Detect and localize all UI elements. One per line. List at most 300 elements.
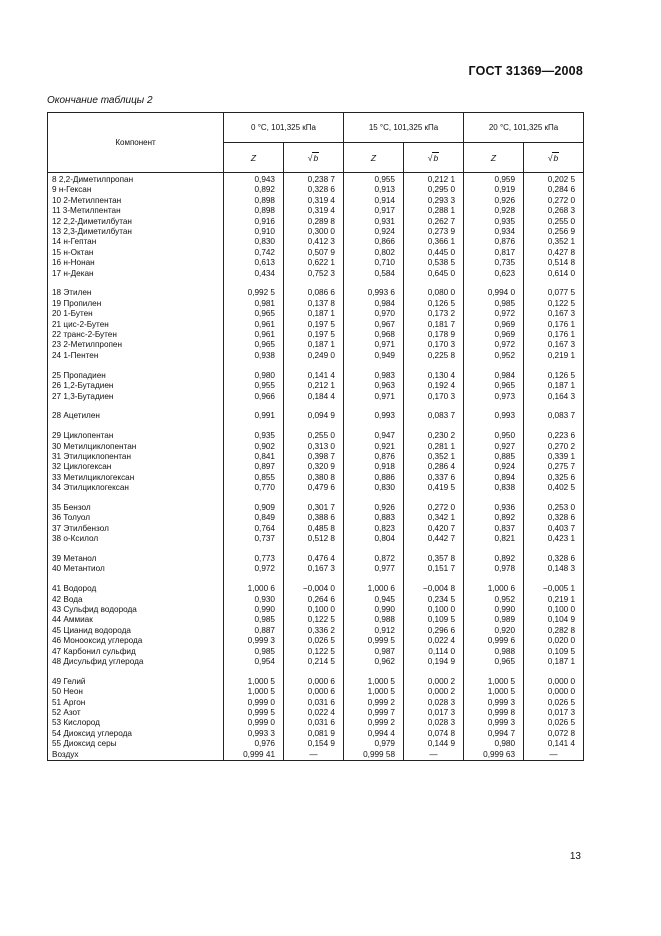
- sqrt-b-15c-cell: 0,420 7: [404, 524, 464, 534]
- sqrt-b-radicand: b: [433, 152, 439, 163]
- z-15c-cell: 0,823: [344, 524, 404, 534]
- table-row: [48, 718, 584, 728]
- z-20c-cell: 0,994 7: [464, 729, 524, 739]
- z-15c-cell: 0,830: [344, 483, 404, 493]
- table-row: [48, 687, 584, 697]
- spacer-cell: [48, 361, 224, 370]
- sqrt-b-0c-cell: 0,485 8: [284, 524, 344, 534]
- table-row: [48, 483, 584, 493]
- sqrt-b-20c-cell: 0,219 1: [524, 351, 584, 361]
- z-0c-cell: 0,999 0: [224, 698, 284, 708]
- z-15c-cell: 0,802: [344, 248, 404, 258]
- sqrt-b-0c-cell: 0,476 4: [284, 554, 344, 564]
- z-15c-cell: 0,947: [344, 431, 404, 441]
- sqrt-b-20c-cell: 0,423 1: [524, 534, 584, 544]
- group-spacer: [48, 279, 584, 288]
- component-name-cell: 36 Толуол: [48, 513, 224, 523]
- sqrt-b-0c-cell: 0,255 0: [284, 431, 344, 441]
- sqrt-b-15c-cell: 0,212 1: [404, 173, 464, 186]
- z-15c-cell: 0,921: [344, 442, 404, 452]
- sqrt-b-0c-cell: 0,238 7: [284, 173, 344, 186]
- sqrt-b-15c-cell: 0,262 7: [404, 217, 464, 227]
- table-row: [48, 595, 584, 605]
- sqrt-b-0c-cell: 0,398 7: [284, 452, 344, 462]
- sqrt-b-0c-cell: 0,380 8: [284, 473, 344, 483]
- spacer-cell: [224, 279, 284, 288]
- z-0c-cell: 0,938: [224, 351, 284, 361]
- sqrt-b-0c-cell: 0,336 2: [284, 626, 344, 636]
- spacer-cell: [464, 279, 524, 288]
- z-20c-cell: 0,837: [464, 524, 524, 534]
- z-20c-cell: 0,623: [464, 269, 524, 279]
- sqrt-b-15c-cell: 0,083 7: [404, 411, 464, 421]
- sqrt-b-15c-cell: 0,293 3: [404, 196, 464, 206]
- sqrt-b-20c-cell: 0,219 1: [524, 595, 584, 605]
- table-row: [48, 473, 584, 483]
- z-20c-cell: 0,999 8: [464, 708, 524, 718]
- sqrt-b-0c-cell: 0,622 1: [284, 258, 344, 268]
- condition-header-15c: 15 °C, 101,325 кПа: [344, 113, 464, 143]
- sqrt-b-20c-cell: 0,256 9: [524, 227, 584, 237]
- sqrt-b-0c-cell: 0,479 6: [284, 483, 344, 493]
- component-name-cell: 54 Диоксид углерода: [48, 729, 224, 739]
- z-15c-cell: 0,913: [344, 185, 404, 195]
- sqrt-b-15c-cell: 0,225 8: [404, 351, 464, 361]
- component-name-cell: 34 Этилциклогексан: [48, 483, 224, 493]
- sqrt-b-20c-cell: 0,223 6: [524, 431, 584, 441]
- z-15c-cell: 0,967: [344, 320, 404, 330]
- sqrt-b-0c-cell: 0,022 4: [284, 708, 344, 718]
- sqrt-b-15c-cell: 0,109 5: [404, 615, 464, 625]
- z-0c-cell: 0,910: [224, 227, 284, 237]
- z-0c-cell: 0,897: [224, 462, 284, 472]
- sqrt-b-0c-cell: 0,187 1: [284, 340, 344, 350]
- z-0c-cell: 0,830: [224, 237, 284, 247]
- z-0c-cell: 0,434: [224, 269, 284, 279]
- spacer-cell: [464, 667, 524, 676]
- document-code: ГОСТ 31369—2008: [468, 64, 583, 78]
- sqrt-b-15c-cell: 0,074 8: [404, 729, 464, 739]
- sqrt-b-20c-cell: 0,083 7: [524, 411, 584, 421]
- spacer-cell: [464, 402, 524, 411]
- table-row: [48, 462, 584, 472]
- sqrt-b-0c-cell: 0,319 4: [284, 206, 344, 216]
- z-20c-cell: 0,965: [464, 381, 524, 391]
- sqrt-b-15c-cell: 0,366 1: [404, 237, 464, 247]
- z-20c-cell: 0,920: [464, 626, 524, 636]
- sqrt-b-0c-cell: 0,000 6: [284, 677, 344, 687]
- sqrt-b-20c-cell: 0,026 5: [524, 698, 584, 708]
- component-name-cell: 28 Ацетилен: [48, 411, 224, 421]
- z-20c-cell: 0,876: [464, 237, 524, 247]
- component-name-cell: 11 3-Метилпентан: [48, 206, 224, 216]
- z-15c-cell: 0,987: [344, 647, 404, 657]
- sqrt-b-15c-cell: 0,144 9: [404, 739, 464, 749]
- z-0c-cell: 0,770: [224, 483, 284, 493]
- z-0c-cell: 0,991: [224, 411, 284, 421]
- sqrt-b-0c-cell: 0,752 3: [284, 269, 344, 279]
- z-20c-cell: 0,984: [464, 371, 524, 381]
- sqrt-b-radicand: b: [313, 152, 319, 163]
- z-0c-cell: 0,993 3: [224, 729, 284, 739]
- spacer-cell: [524, 361, 584, 370]
- z-20c-cell: 0,965: [464, 657, 524, 667]
- z-20c-cell: 0,988: [464, 647, 524, 657]
- z-0c-cell: 0,976: [224, 739, 284, 749]
- sqrt-b-15c-cell: 0,170 3: [404, 392, 464, 402]
- z-15c-cell: 0,963: [344, 381, 404, 391]
- table-row: [48, 615, 584, 625]
- spacer-cell: [344, 279, 404, 288]
- spacer-cell: [404, 422, 464, 431]
- z-0c-cell: 0,613: [224, 258, 284, 268]
- spacer-cell: [404, 575, 464, 584]
- sqrt-b-15c-cell: 0,296 6: [404, 626, 464, 636]
- spacer-cell: [404, 494, 464, 503]
- component-name-cell: 13 2,3-Диметилбутан: [48, 227, 224, 237]
- spacer-cell: [224, 545, 284, 554]
- z-0c-cell: 0,965: [224, 309, 284, 319]
- component-name-cell: 10 2-Метилпентан: [48, 196, 224, 206]
- component-name-cell: 14 н-Гептан: [48, 237, 224, 247]
- z-15c-cell: 0,710: [344, 258, 404, 268]
- sqrt-b-20c-cell: 0,202 5: [524, 173, 584, 186]
- table-row: [48, 196, 584, 206]
- sqrt-b-20c-cell: 0,614 0: [524, 269, 584, 279]
- sqrt-b-20c-cell: 0,403 7: [524, 524, 584, 534]
- spacer-cell: [344, 575, 404, 584]
- sqrt-b-0c-cell: 0,320 9: [284, 462, 344, 472]
- z-15c-cell: 0,962: [344, 657, 404, 667]
- sqrt-b-0c-cell: 0,264 6: [284, 595, 344, 605]
- sqrt-b-20c-cell: 0,164 3: [524, 392, 584, 402]
- component-name-cell: 40 Метантиол: [48, 564, 224, 574]
- z-header: Z: [344, 143, 404, 173]
- z-20c-cell: 0,990: [464, 605, 524, 615]
- z-20c-cell: 0,885: [464, 452, 524, 462]
- spacer-cell: [404, 667, 464, 676]
- sqrt-b-15c-cell: 0,151 7: [404, 564, 464, 574]
- component-name-cell: 42 Вода: [48, 595, 224, 605]
- sqrt-b-20c-cell: 0,141 4: [524, 739, 584, 749]
- z-0c-cell: 0,980: [224, 371, 284, 381]
- spacer-cell: [524, 667, 584, 676]
- sqrt-b-0c-cell: 0,031 6: [284, 698, 344, 708]
- sqrt-b-0c-cell: 0,412 3: [284, 237, 344, 247]
- sqrt-b-0c-cell: 0,094 9: [284, 411, 344, 421]
- sqrt-b-15c-cell: 0,442 7: [404, 534, 464, 544]
- group-spacer: [48, 402, 584, 411]
- component-name-cell: 22 транс-2-Бутен: [48, 330, 224, 340]
- sqrt-b-20c-cell: 0,100 0: [524, 605, 584, 615]
- sqrt-b-15c-cell: 0,445 0: [404, 248, 464, 258]
- sqrt-b-20c-cell: 0,122 5: [524, 299, 584, 309]
- sqrt-b-20c-cell: 0,272 0: [524, 196, 584, 206]
- z-0c-cell: 0,841: [224, 452, 284, 462]
- table-caption: Окончание таблицы 2: [47, 95, 153, 106]
- sqrt-b-15c-cell: 0,273 9: [404, 227, 464, 237]
- sqrt-b-15c-cell: 0,281 1: [404, 442, 464, 452]
- z-15c-cell: 1,000 6: [344, 584, 404, 594]
- sqrt-b-15c-cell: 0,230 2: [404, 431, 464, 441]
- z-15c-cell: 0,804: [344, 534, 404, 544]
- sqrt-b-0c-cell: 0,313 0: [284, 442, 344, 452]
- z-15c-cell: 0,886: [344, 473, 404, 483]
- component-name-cell: 50 Неон: [48, 687, 224, 697]
- component-name-cell: 45 Цианид водорода: [48, 626, 224, 636]
- spacer-cell: [524, 279, 584, 288]
- group-spacer: [48, 667, 584, 676]
- z-20c-cell: 0,952: [464, 351, 524, 361]
- table-row: [48, 513, 584, 523]
- sqrt-b-20c-cell: 0,275 7: [524, 462, 584, 472]
- table-row: [48, 708, 584, 718]
- sqrt-b-20c-cell: 0,427 8: [524, 248, 584, 258]
- component-name-cell: 39 Метанол: [48, 554, 224, 564]
- spacer-cell: [284, 545, 344, 554]
- sqrt-b-15c-cell: 0,017 3: [404, 708, 464, 718]
- spacer-cell: [404, 402, 464, 411]
- z-20c-cell: 0,989: [464, 615, 524, 625]
- spacer-cell: [344, 422, 404, 431]
- spacer-cell: [524, 494, 584, 503]
- table-body: [48, 173, 584, 761]
- table-row: [48, 392, 584, 402]
- sqrt-b-20c-cell: 0,270 2: [524, 442, 584, 452]
- sqrt-b-0c-cell: 0,137 8: [284, 299, 344, 309]
- compressibility-table: [47, 112, 584, 761]
- component-name-cell: 21 цис-2-Бутен: [48, 320, 224, 330]
- spacer-cell: [224, 361, 284, 370]
- z-20c-cell: 0,972: [464, 340, 524, 350]
- spacer-cell: [48, 494, 224, 503]
- sqrt-b-20c-cell: 0,020 0: [524, 636, 584, 646]
- table-row: [48, 605, 584, 615]
- sqrt-b-20c-cell: 0,017 3: [524, 708, 584, 718]
- sqrt-b-15c-cell: 0,288 1: [404, 206, 464, 216]
- sqrt-b-0c-cell: —: [284, 750, 344, 761]
- sqrt-b-0c-cell: 0,319 4: [284, 196, 344, 206]
- sqrt-b-20c-cell: 0,109 5: [524, 647, 584, 657]
- component-name-cell: 24 1-Пентен: [48, 351, 224, 361]
- z-15c-cell: 0,979: [344, 739, 404, 749]
- z-15c-cell: 0,993 6: [344, 288, 404, 298]
- z-20c-cell: 0,985: [464, 299, 524, 309]
- sqrt-b-15c-cell: 0,286 4: [404, 462, 464, 472]
- spacer-cell: [284, 575, 344, 584]
- z-0c-cell: 0,992 5: [224, 288, 284, 298]
- spacer-cell: [344, 361, 404, 370]
- z-20c-cell: 0,838: [464, 483, 524, 493]
- sqrt-b-0c-cell: 0,026 5: [284, 636, 344, 646]
- sqrt-b-0c-cell: 0,197 5: [284, 320, 344, 330]
- spacer-cell: [464, 575, 524, 584]
- z-0c-cell: 0,990: [224, 605, 284, 615]
- spacer-cell: [284, 279, 344, 288]
- z-0c-cell: 0,965: [224, 340, 284, 350]
- z-20c-cell: 1,000 5: [464, 677, 524, 687]
- sqrt-b-radicand: b: [553, 152, 559, 163]
- sqrt-b-0c-cell: 0,031 6: [284, 718, 344, 728]
- component-name-cell: 9 н-Гексан: [48, 185, 224, 195]
- z-15c-cell: 0,983: [344, 371, 404, 381]
- sqrt-b-15c-cell: 0,022 4: [404, 636, 464, 646]
- z-15c-cell: 0,866: [344, 237, 404, 247]
- spacer-cell: [284, 361, 344, 370]
- sqrt-b-15c-cell: 0,126 5: [404, 299, 464, 309]
- sqrt-b-0c-cell: 0,214 5: [284, 657, 344, 667]
- table-row: [48, 330, 584, 340]
- component-name-cell: 52 Азот: [48, 708, 224, 718]
- sqrt-b-15c-cell: 0,178 9: [404, 330, 464, 340]
- sqrt-b-0c-cell: 0,122 5: [284, 615, 344, 625]
- spacer-cell: [404, 361, 464, 370]
- sqrt-b-20c-cell: 0,000 0: [524, 677, 584, 687]
- z-20c-cell: 0,994 0: [464, 288, 524, 298]
- sqrt-b-15c-cell: 0,192 4: [404, 381, 464, 391]
- condition-header-0c: 0 °C, 101,325 кПа: [224, 113, 344, 143]
- sqrt-b-15c-cell: 0,028 3: [404, 718, 464, 728]
- sqrt-b-15c-cell: 0,352 1: [404, 452, 464, 462]
- component-name-cell: 46 Монооксид углерода: [48, 636, 224, 646]
- spacer-cell: [224, 402, 284, 411]
- sqrt-b-20c-cell: 0,167 3: [524, 340, 584, 350]
- group-spacer: [48, 361, 584, 370]
- z-15c-cell: 0,990: [344, 605, 404, 615]
- sqrt-b-0c-cell: 0,122 5: [284, 647, 344, 657]
- table-row: [48, 340, 584, 350]
- sqrt-b-header: √b: [524, 143, 584, 173]
- sqrt-b-20c-cell: 0,000 0: [524, 687, 584, 697]
- spacer-cell: [344, 667, 404, 676]
- z-20c-cell: 0,924: [464, 462, 524, 472]
- condition-header-20c: 20 °C, 101,325 кПа: [464, 113, 584, 143]
- z-0c-cell: 0,887: [224, 626, 284, 636]
- sqrt-b-15c-cell: 0,080 0: [404, 288, 464, 298]
- sqrt-b-0c-cell: 0,507 9: [284, 248, 344, 258]
- sqrt-b-20c-cell: 0,284 6: [524, 185, 584, 195]
- table-row: [48, 626, 584, 636]
- z-0c-cell: 0,999 41: [224, 750, 284, 761]
- z-0c-cell: 1,000 5: [224, 677, 284, 687]
- sqrt-b-15c-cell: 0,114 0: [404, 647, 464, 657]
- sqrt-b-15c-cell: 0,337 6: [404, 473, 464, 483]
- z-0c-cell: 0,955: [224, 381, 284, 391]
- z-0c-cell: 0,935: [224, 431, 284, 441]
- sqrt-b-20c-cell: 0,176 1: [524, 330, 584, 340]
- component-name-cell: 51 Аргон: [48, 698, 224, 708]
- z-0c-cell: 0,972: [224, 564, 284, 574]
- z-15c-cell: 0,914: [344, 196, 404, 206]
- spacer-cell: [224, 667, 284, 676]
- z-20c-cell: 0,978: [464, 564, 524, 574]
- sqrt-b-0c-cell: 0,328 6: [284, 185, 344, 195]
- sqrt-b-20c-cell: 0,514 8: [524, 258, 584, 268]
- sqrt-b-15c-cell: 0,234 5: [404, 595, 464, 605]
- sqrt-b-20c-cell: 0,077 5: [524, 288, 584, 298]
- sqrt-b-0c-cell: 0,086 6: [284, 288, 344, 298]
- sqrt-b-0c-cell: 0,100 0: [284, 605, 344, 615]
- z-15c-cell: 0,872: [344, 554, 404, 564]
- sqrt-b-20c-cell: 0,255 0: [524, 217, 584, 227]
- spacer-cell: [404, 279, 464, 288]
- z-15c-cell: 0,999 2: [344, 698, 404, 708]
- sqrt-b-15c-cell: 0,000 2: [404, 687, 464, 697]
- z-20c-cell: 0,927: [464, 442, 524, 452]
- z-15c-cell: 0,977: [344, 564, 404, 574]
- spacer-cell: [344, 494, 404, 503]
- table-row: [48, 288, 584, 298]
- z-15c-cell: 0,949: [344, 351, 404, 361]
- sqrt-b-20c-cell: 0,187 1: [524, 381, 584, 391]
- spacer-cell: [464, 361, 524, 370]
- sqrt-b-20c-cell: 0,148 3: [524, 564, 584, 574]
- sqrt-b-15c-cell: 0,645 0: [404, 269, 464, 279]
- z-20c-cell: 0,817: [464, 248, 524, 258]
- z-15c-cell: 0,999 5: [344, 636, 404, 646]
- z-0c-cell: 0,954: [224, 657, 284, 667]
- sqrt-b-0c-cell: 0,301 7: [284, 503, 344, 513]
- table-row: [48, 729, 584, 739]
- spacer-cell: [224, 494, 284, 503]
- component-name-cell: 37 Этилбензол: [48, 524, 224, 534]
- z-0c-cell: 0,966: [224, 392, 284, 402]
- spacer-cell: [48, 279, 224, 288]
- spacer-cell: [284, 402, 344, 411]
- sqrt-b-15c-cell: 0,170 3: [404, 340, 464, 350]
- z-20c-cell: 0,952: [464, 595, 524, 605]
- sqrt-b-20c-cell: 0,026 5: [524, 718, 584, 728]
- component-name-cell: 23 2-Метилпропен: [48, 340, 224, 350]
- sqrt-b-20c-cell: 0,268 3: [524, 206, 584, 216]
- sqrt-b-15c-cell: 0,181 7: [404, 320, 464, 330]
- component-name-cell: 17 н-Декан: [48, 269, 224, 279]
- table-row: [48, 442, 584, 452]
- sqrt-b-15c-cell: 0,342 1: [404, 513, 464, 523]
- sqrt-b-0c-cell: 0,197 5: [284, 330, 344, 340]
- z-15c-cell: 0,912: [344, 626, 404, 636]
- spacer-cell: [224, 422, 284, 431]
- spacer-cell: [284, 667, 344, 676]
- sqrt-b-15c-cell: —: [404, 750, 464, 761]
- sqrt-b-15c-cell: 0,272 0: [404, 503, 464, 513]
- z-0c-cell: 0,999 0: [224, 718, 284, 728]
- component-name-cell: 33 Метилциклогексан: [48, 473, 224, 483]
- table-row: [48, 452, 584, 462]
- component-name-cell: 53 Кислород: [48, 718, 224, 728]
- z-0c-cell: 0,961: [224, 320, 284, 330]
- sqrt-b-15c-cell: 0,100 0: [404, 605, 464, 615]
- table-row: [48, 185, 584, 195]
- z-20c-cell: 0,934: [464, 227, 524, 237]
- spacer-cell: [464, 422, 524, 431]
- sqrt-b-0c-cell: 0,212 1: [284, 381, 344, 391]
- component-name-cell: 44 Аммиак: [48, 615, 224, 625]
- component-name-cell: 47 Карбонил сульфид: [48, 647, 224, 657]
- sqrt-b-15c-cell: 0,000 2: [404, 677, 464, 687]
- z-15c-cell: 0,924: [344, 227, 404, 237]
- sqrt-b-20c-cell: 0,402 5: [524, 483, 584, 493]
- spacer-cell: [524, 402, 584, 411]
- table-row: [48, 371, 584, 381]
- component-name-cell: 35 Бензол: [48, 503, 224, 513]
- table-row: [48, 554, 584, 564]
- table-row: [48, 677, 584, 687]
- table-row: [48, 411, 584, 421]
- z-15c-cell: 0,971: [344, 392, 404, 402]
- sqrt-b-15c-cell: 0,194 9: [404, 657, 464, 667]
- sqrt-b-20c-cell: 0,352 1: [524, 237, 584, 247]
